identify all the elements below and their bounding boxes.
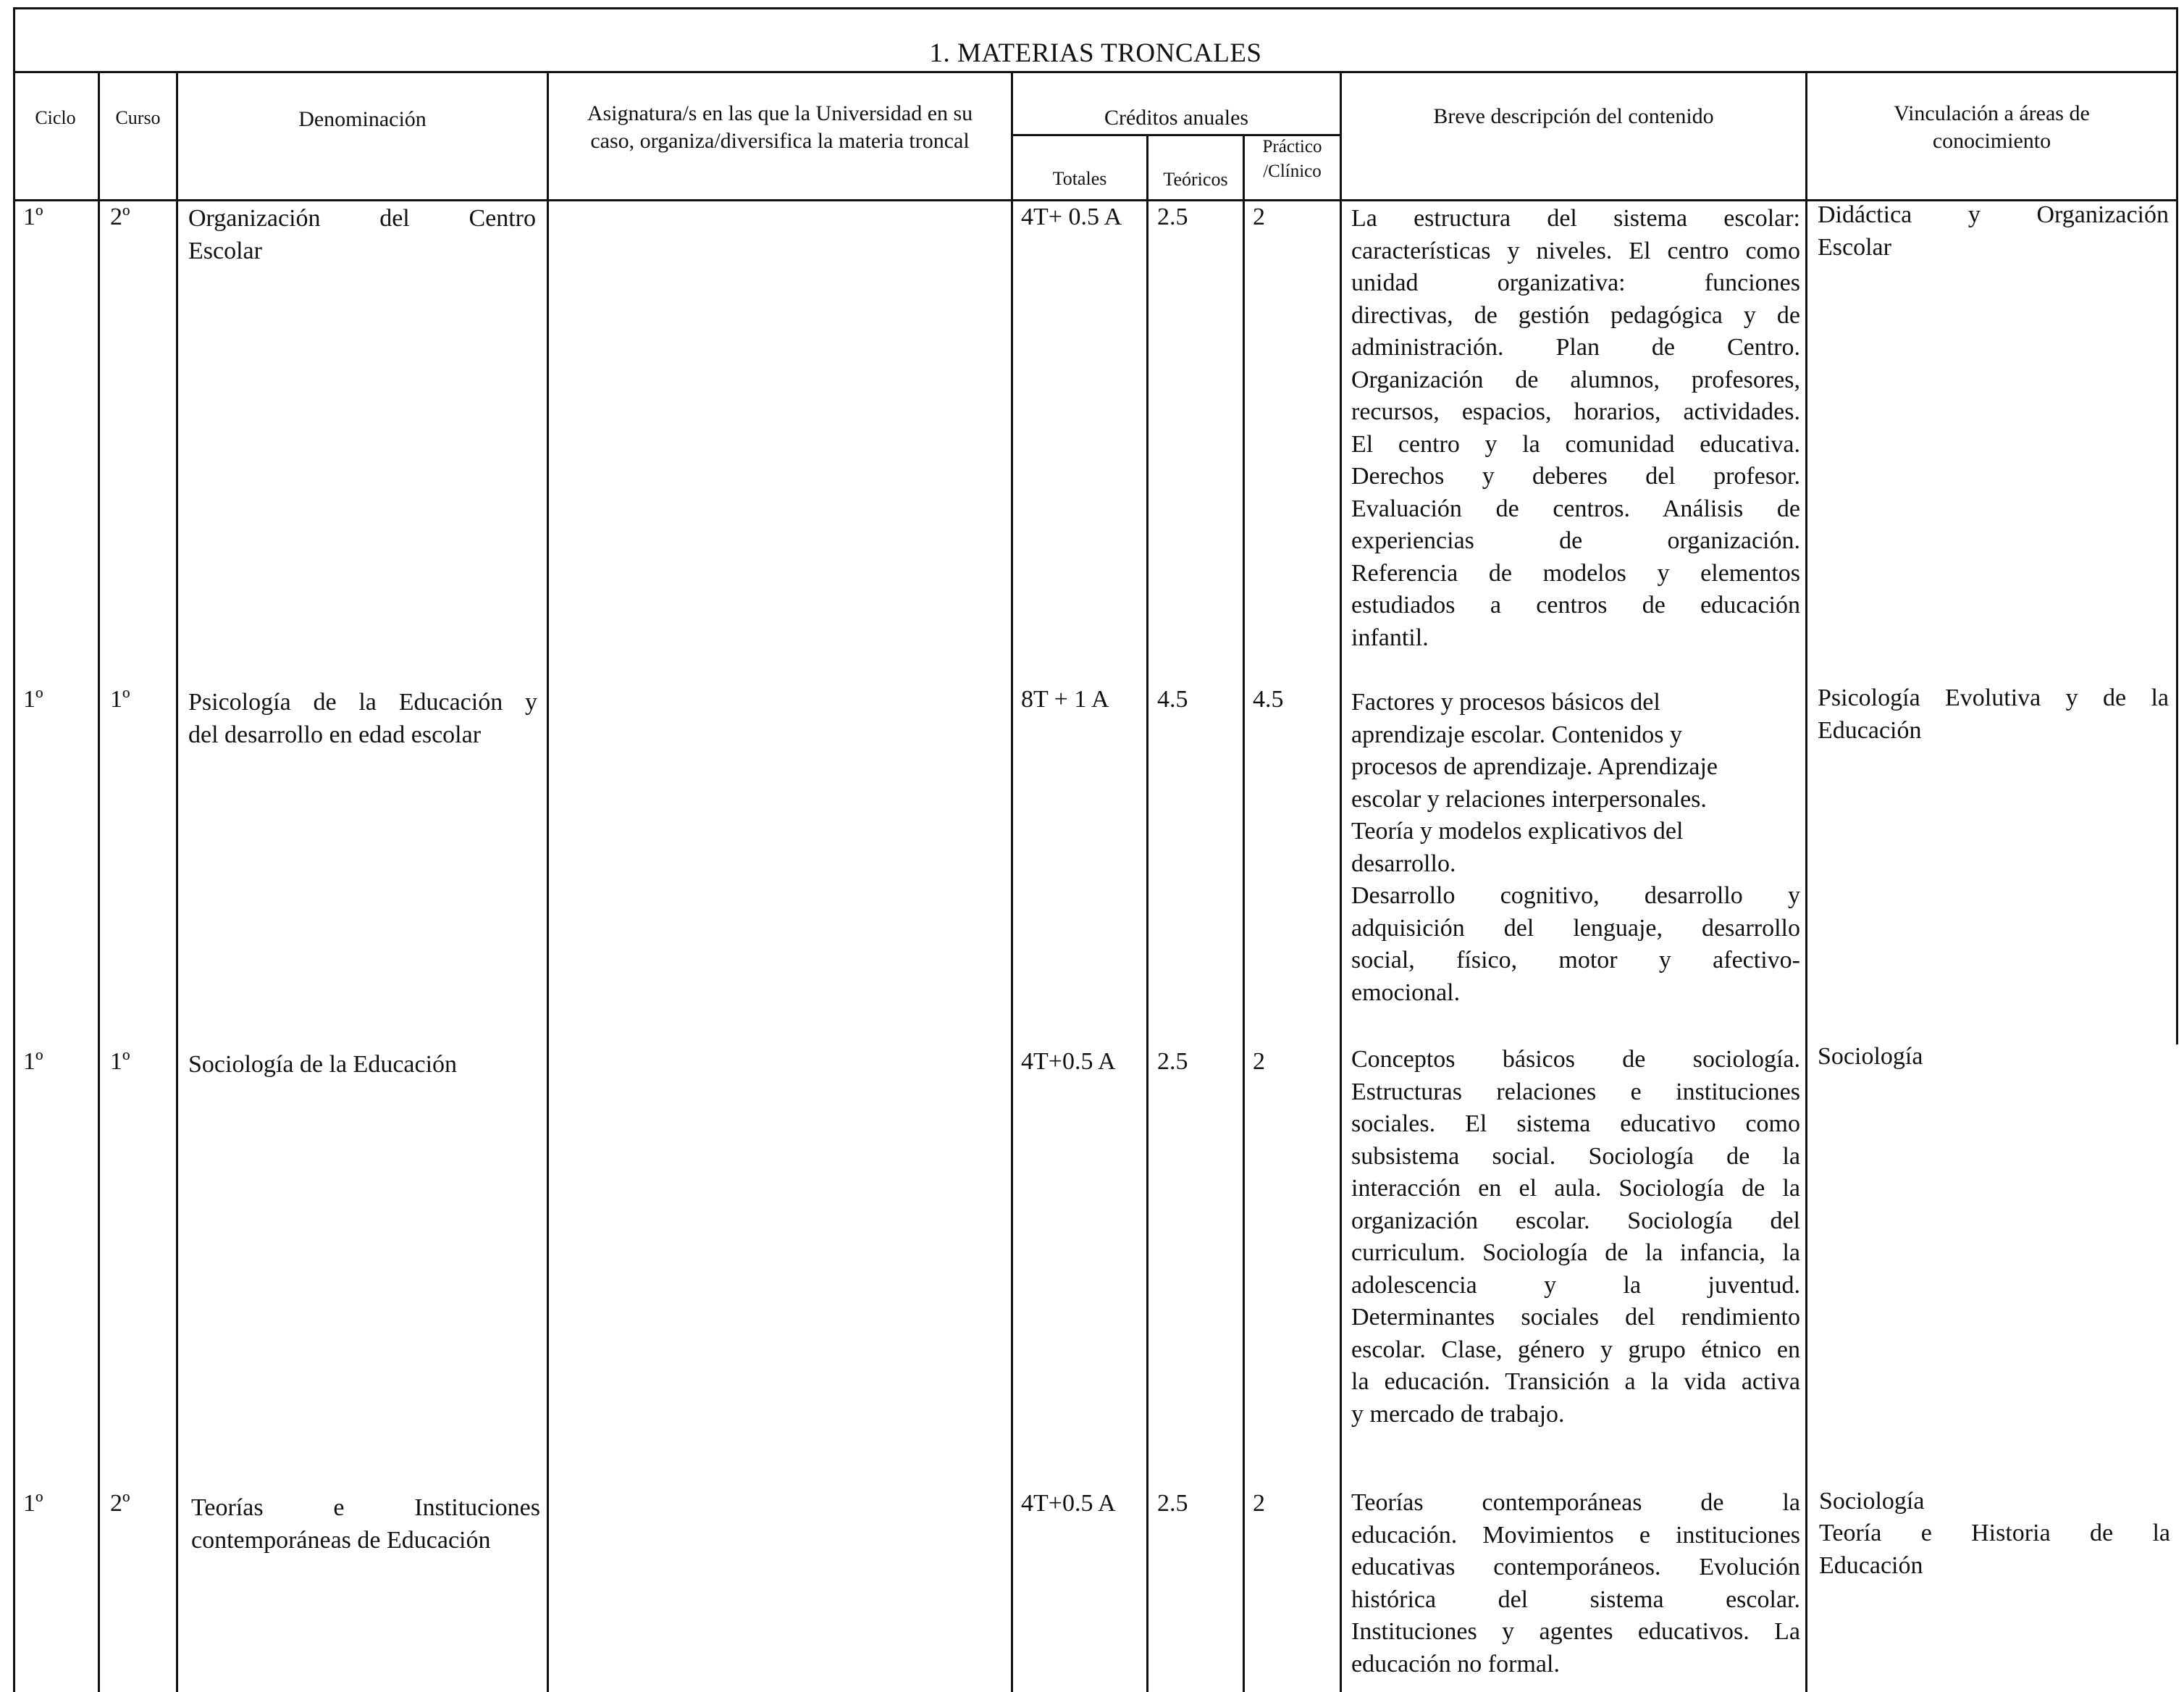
row2-vinculacion <box>1818 682 2169 747</box>
header-practico <box>1245 135 1340 184</box>
row4-descripcion <box>1351 1487 1800 1680</box>
row2-denominacion-line2: del desarrollo en edad escolar <box>188 721 482 748</box>
row2-ciclo: 1º <box>23 686 43 713</box>
table-top-border <box>13 7 2178 9</box>
row2-curso: 1º <box>110 686 130 713</box>
title-divider <box>13 71 2178 73</box>
header-asignatura <box>549 100 1011 155</box>
row4-vinc-line2: Teoría e Historia de la <box>1819 1520 2170 1546</box>
col-divider-ciclo <box>98 71 100 1692</box>
row3-desc-line10: escolar. Clase, género y grupo étnico en <box>1351 1336 1800 1363</box>
row1-teoricos: 2.5 <box>1157 204 1188 230</box>
row2-desc-line4: escolar y relaciones interpersonales. <box>1351 785 1707 813</box>
col-divider-denominacion <box>547 71 549 1692</box>
row4-desc-line6: educación no formal. <box>1351 1650 1560 1678</box>
row1-desc-line6: Organización de alumnos, profesores, <box>1351 366 1800 393</box>
header-teoricos: Teóricos <box>1163 169 1228 190</box>
header-ciclo: Ciclo <box>35 107 76 128</box>
row3-desc-line8: adolescencia y la juventud. <box>1351 1271 1800 1299</box>
header-vinculacion-line1: Vinculación a áreas de <box>1894 101 2090 125</box>
table-right-border <box>2176 7 2178 1044</box>
row1-ciclo: 1º <box>23 204 43 230</box>
row3-desc-line1: Conceptos básicos de sociología. <box>1351 1046 1800 1073</box>
row1-desc-line13: estudiados a centros de educación <box>1351 592 1800 619</box>
row4-denominacion-line2: contemporáneas de Educación <box>191 1526 491 1554</box>
row2-vinc-line1: Psicología Evolutiva y de la <box>1818 684 2169 711</box>
row1-practico: 2 <box>1253 204 1265 230</box>
row2-desc-line5: Teoría y modelos explicativos del <box>1351 818 1684 845</box>
col-divider-totales <box>1146 134 1148 1692</box>
row1-desc-line1: La estructura del sistema escolar: <box>1351 205 1800 232</box>
table-title: 1. MATERIAS TRONCALES <box>929 38 1262 68</box>
row4-desc-line4: histórica del sistema escolar. <box>1351 1586 1800 1613</box>
row2-descripcion-part1 <box>1351 687 1718 880</box>
row2-descripcion-part2 <box>1351 880 1800 1009</box>
row2-denominacion-line1: Psicología de la Educación y <box>188 689 537 716</box>
col-divider-curso <box>176 71 178 1692</box>
row1-denominacion-line1: Organización del Centro <box>188 205 536 232</box>
row4-vinc-line3: Educación <box>1819 1551 1923 1579</box>
row4-desc-line3: educativas contemporáneos. Evolución <box>1351 1554 1800 1580</box>
row4-desc-line2: educación. Movimientos e instituciones <box>1351 1521 1800 1549</box>
row3-vinculacion: Sociología <box>1818 1043 1923 1070</box>
header-vinculacion-line2: conocimiento <box>1932 129 2051 153</box>
row3-desc-line11: la educación. Transición a la vida activa <box>1351 1368 1800 1395</box>
row4-denominacion <box>191 1492 540 1557</box>
row2-denominacion <box>188 687 537 751</box>
table-left-border <box>13 7 15 1692</box>
row3-descripcion <box>1351 1044 1800 1431</box>
row3-desc-line3: sociales. El sistema educativo como <box>1351 1110 1800 1137</box>
row1-denominacion-line2: Escolar <box>188 237 262 264</box>
row1-curso: 2º <box>110 204 130 230</box>
row3-totales: 4T+0.5 A <box>1021 1048 1116 1075</box>
row1-desc-line12: Referencia de modelos y elementos <box>1351 559 1800 587</box>
row3-desc-line4: subsistema social. Sociología de la <box>1351 1142 1800 1170</box>
row3-desc-line12: y mercado de trabajo. <box>1351 1400 1565 1428</box>
row1-desc-line7: recursos, espacios, horarios, actividades. <box>1351 398 1800 425</box>
row3-practico: 2 <box>1253 1048 1265 1075</box>
row1-desc-line4: directivas, de gestión pedagógica y de <box>1351 301 1800 329</box>
row2-practico: 4.5 <box>1253 686 1284 713</box>
col-divider-practico <box>1340 71 1342 1692</box>
header-practico-line1: Práctico <box>1262 137 1322 156</box>
header-totales: Totales <box>1052 168 1107 189</box>
header-vinculacion <box>1807 100 2176 155</box>
header-denominacion: Denominación <box>298 107 427 131</box>
header-descripcion: Breve descripción del contenido <box>1433 104 1714 128</box>
row2-desc-line1: Factores y procesos básicos del <box>1351 689 1660 716</box>
row4-vinculacion <box>1819 1486 1924 1518</box>
row3-desc-line5: interacción en el aula. Sociología de la <box>1351 1175 1800 1202</box>
row2-totales: 8T + 1 A <box>1021 686 1109 713</box>
row3-desc-line7: curriculum. Sociología de la infancia, la <box>1351 1239 1800 1266</box>
row4-desc-line5: Instituciones y agentes educativos. La <box>1351 1618 1800 1645</box>
row1-desc-line10: Evaluación de centros. Análisis de <box>1351 495 1800 522</box>
row4-totales: 4T+0.5 A <box>1021 1490 1116 1517</box>
row1-descripcion <box>1351 203 1800 654</box>
row1-desc-line8: El centro y la comunidad educativa. <box>1351 430 1800 458</box>
row1-totales: 4T+ 0.5 A <box>1021 204 1122 230</box>
row1-desc-line9: Derechos y deberes del profesor. <box>1351 463 1800 490</box>
header-practico-line2: /Clínico <box>1263 162 1322 181</box>
row4-desc-line1: Teorías contemporáneas de la <box>1351 1489 1800 1516</box>
row1-vinculacion <box>1818 199 2169 264</box>
col-divider-asignatura <box>1011 71 1013 1692</box>
row3-desc-line2: Estructuras relaciones e instituciones <box>1351 1078 1800 1105</box>
row4-denominacion-line1: Teorías e Instituciones <box>191 1494 540 1521</box>
row3-desc-line6: organización escolar. Sociología del <box>1351 1207 1800 1234</box>
row2-desc-line3: procesos de aprendizaje. Aprendizaje <box>1351 753 1718 780</box>
row3-teoricos: 2.5 <box>1157 1048 1188 1075</box>
row1-vinc-line2: Escolar <box>1818 233 1891 261</box>
row4-vinc-line1: Sociología <box>1819 1488 1925 1515</box>
row1-vinc-line1: Didáctica y Organización <box>1818 201 2169 228</box>
row3-ciclo: 1º <box>23 1048 43 1075</box>
row2-vinc-line2: Educación <box>1818 716 1922 744</box>
row1-desc-line11: experiencias de organización. <box>1351 527 1800 554</box>
col-divider-descripcion <box>1805 71 1807 1692</box>
row1-desc-line3: unidad organizativa: funciones <box>1351 269 1800 296</box>
row1-desc-line5: administración. Plan de Centro. <box>1351 334 1800 361</box>
header-asignatura-line2: caso, organiza/diversifica la materia troncal <box>590 129 970 153</box>
header-creditos: Créditos anuales <box>1104 106 1249 130</box>
row4-ciclo: 1º <box>23 1490 43 1517</box>
row2-desc-line8: adquisición del lenguaje, desarrollo <box>1351 914 1800 942</box>
header-curso: Curso <box>115 107 161 128</box>
row3-curso: 1º <box>110 1048 130 1075</box>
row1-denominacion <box>188 203 536 267</box>
row2-teoricos: 4.5 <box>1157 686 1188 713</box>
row1-desc-line2: características y niveles. El centro como <box>1351 237 1800 264</box>
row2-desc-line6: desarrollo. <box>1351 850 1456 877</box>
row1-desc-line14: infantil. <box>1351 624 1429 651</box>
header-asignatura-line1: Asignatura/s en las que la Universidad en su <box>587 101 973 125</box>
col-divider-teoricos <box>1243 134 1245 1692</box>
row3-desc-line9: Determinantes sociales del rendimiento <box>1351 1304 1800 1331</box>
row2-desc-line9: social, físico, motor y afectivo- <box>1351 947 1800 973</box>
row4-teoricos: 2.5 <box>1157 1490 1188 1517</box>
row4-vinculacion-cont <box>1819 1517 2170 1582</box>
row2-desc-line10: emocional. <box>1351 979 1461 1006</box>
row2-desc-line7: Desarrollo cognitivo, desarrollo y <box>1351 882 1800 909</box>
row3-denominacion: Sociología de la Educación <box>188 1051 458 1078</box>
row4-practico: 2 <box>1253 1490 1265 1517</box>
row4-curso: 2º <box>110 1490 130 1517</box>
row2-desc-line2: aprendizaje escolar. Contenidos y <box>1351 721 1682 748</box>
